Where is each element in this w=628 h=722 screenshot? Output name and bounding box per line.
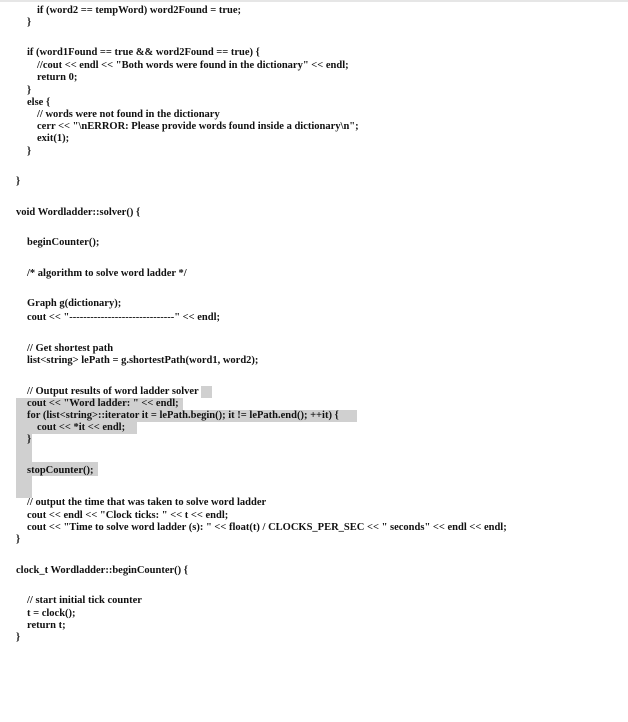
code-line: // Get shortest path bbox=[27, 343, 114, 354]
code-line: // words were not found in the dictionary bbox=[37, 109, 220, 120]
code-line: clock_t Wordladder::beginCounter() { bbox=[16, 565, 188, 576]
code-line: /* algorithm to solve word ladder */ bbox=[27, 268, 187, 279]
selection-highlight bbox=[201, 386, 212, 398]
code-line: cout << "Word ladder: " << endl; bbox=[27, 398, 179, 409]
code-line: // output the time that was taken to solve word ladder bbox=[27, 497, 267, 508]
code-line: } bbox=[27, 85, 32, 96]
code-line: list<string> lePath = g.shortestPath(word1, word2); bbox=[27, 355, 259, 366]
code-line: // start initial tick counter bbox=[27, 595, 142, 606]
code-line: beginCounter(); bbox=[27, 237, 100, 248]
code-line: //cout << endl << "Both words were found in the dictionary" << endl; bbox=[37, 60, 349, 71]
code-line: if (word2 == tempWord) word2Found = true; bbox=[37, 5, 242, 16]
code-line: cerr << "\nERROR: Please provide words found inside a dictionary\n"; bbox=[37, 121, 359, 132]
code-line: } bbox=[27, 434, 32, 445]
code-line: // Output results of word ladder solver bbox=[27, 386, 199, 397]
code-line: } bbox=[16, 534, 21, 545]
code-line: cout << endl << "Clock ticks: " << t << endl; bbox=[27, 510, 229, 521]
top-edge-divider bbox=[0, 0, 628, 2]
code-line: cout << *it << endl; bbox=[37, 422, 126, 433]
code-line: } bbox=[27, 146, 32, 157]
code-line: else { bbox=[27, 97, 51, 108]
code-line: t = clock(); bbox=[27, 608, 76, 619]
code-line: } bbox=[16, 632, 21, 643]
code-line: for (list<string>::iterator it = lePath.begin(); it != lePath.end(); ++it) { bbox=[27, 410, 339, 421]
code-line: } bbox=[27, 17, 32, 28]
code-line: return t; bbox=[27, 620, 66, 631]
code-line: cout << "------------------------------" << endl; bbox=[27, 312, 220, 323]
code-line: stopCounter(); bbox=[27, 465, 94, 476]
code-line: Graph g(dictionary); bbox=[27, 298, 122, 309]
code-line: void Wordladder::solver() { bbox=[16, 207, 141, 218]
code-line: } bbox=[16, 176, 21, 187]
code-line: if (word1Found == true && word2Found == true) { bbox=[27, 47, 260, 58]
code-line: cout << "Time to solve word ladder (s): " << float(t) / CLOCKS_PER_SEC << " seconds" << endl << endl; bbox=[27, 522, 507, 533]
code-line: exit(1); bbox=[37, 133, 70, 144]
code-line: return 0; bbox=[37, 72, 78, 83]
